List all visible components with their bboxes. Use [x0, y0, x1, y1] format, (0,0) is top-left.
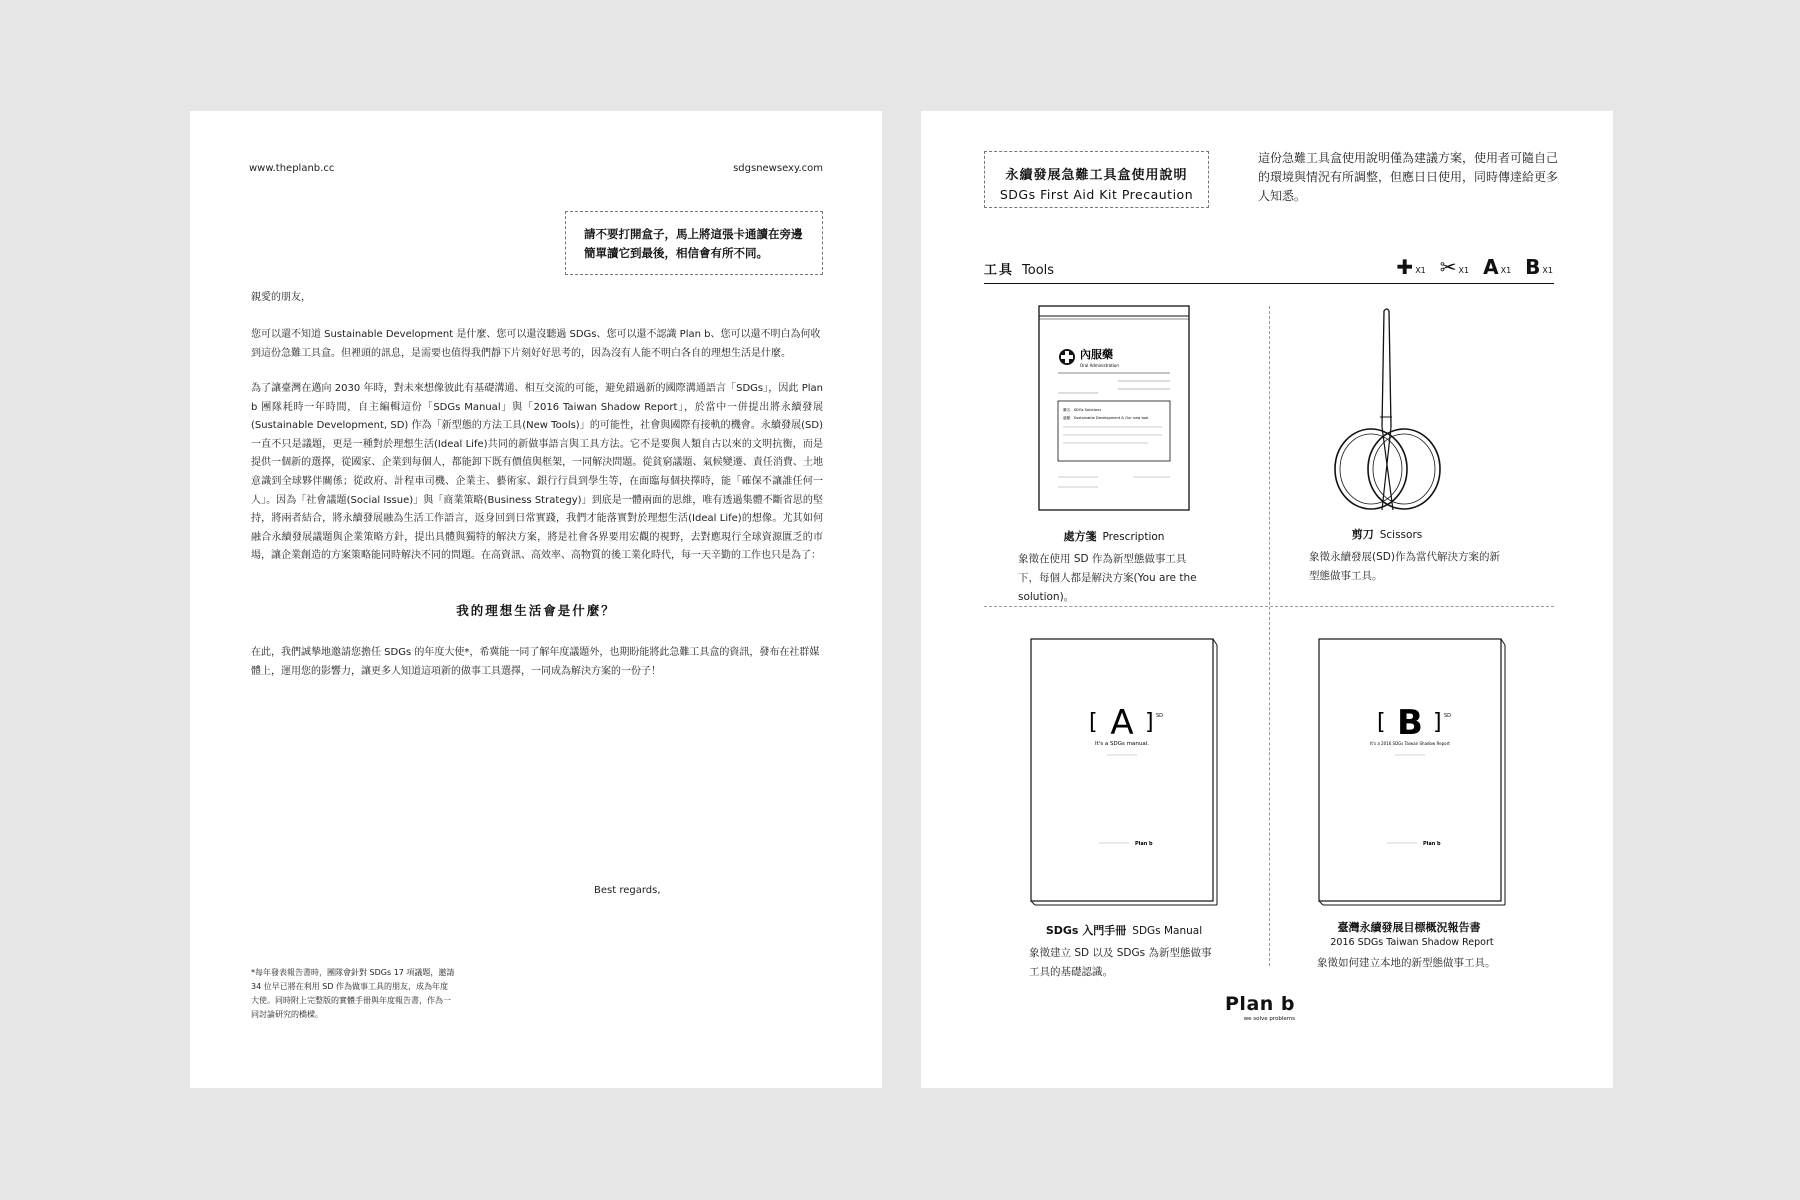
prescription-bag-illustration	[1038, 305, 1190, 511]
svg-text:Plan b: Plan b	[1135, 841, 1153, 847]
subheading: 我的理想生活會是什麼？	[456, 603, 616, 618]
scissors-label-en: Scissors	[1379, 529, 1423, 541]
paragraph-3: 在此，我們誠摯地邀請您擔任 SDGs 的年度大使*，希冀能一同了解年度議題外，也期盼能將此急難工具盒的資訊，發布在社群媒體上，運用您的影響力，讓更多人知道這項新的做事工具選擇，一同成為解決方案的一份子！	[251, 647, 820, 677]
tool-count: X1	[1500, 266, 1512, 275]
closing-regards: Best regards,	[594, 885, 661, 896]
book-superscript: SD	[1444, 713, 1452, 719]
notice-box	[565, 211, 823, 275]
tool-count: X1	[1542, 266, 1553, 275]
scissors-icon	[1322, 307, 1452, 511]
manual-description: 象徵建立 SD 以及 SDGs 為新型態做事工具的基礎認識。	[1029, 947, 1212, 978]
tools-heading-en: Tools	[1022, 263, 1055, 278]
manual-label-en: SDGs Manual	[1132, 925, 1203, 937]
manual-caption	[1029, 919, 1219, 938]
book-subtitle: It's a 2016 SDGs Taiwan Shadow Report	[1370, 741, 1450, 746]
report-book-illustration	[1317, 637, 1507, 907]
footnote: *每年發表報告書時，團隊會針對 SDGs 17 項議題，邀請 34 位早已將在利用 SD 作為做事工具的朋友，成為年度大使。同時附上完整版的實體手冊與年度報告書，作為一同討論研究的橋樑。	[251, 968, 455, 1019]
box-line-2: 適應：Sustainable Development & Our new tool	[1063, 416, 1149, 420]
prescription-item	[1018, 305, 1288, 607]
tool-count: X1	[1458, 266, 1470, 275]
title-english: SDGs First Aid Kit Precaution	[999, 187, 1194, 202]
tool-count: X1	[1415, 266, 1426, 275]
logo-tagline: we solve problems	[1243, 1016, 1296, 1022]
tool-icon-b	[1525, 256, 1553, 278]
scissors-caption	[1322, 523, 1452, 542]
bag-subtitle: Oral Administration	[1080, 363, 1119, 368]
book-letter: B	[1397, 703, 1423, 743]
report-label-en: 2016 SDGs Taiwan Shadow Report	[1330, 937, 1494, 948]
box-line-1: 藥名：SDGs Solutions	[1063, 408, 1102, 412]
book-letter: A	[1110, 703, 1134, 743]
report-caption	[1317, 919, 1507, 948]
scissors-item	[1309, 307, 1572, 586]
tools-divider	[984, 283, 1554, 284]
letter-b-icon: B	[1525, 255, 1541, 279]
svg-text:Plan b: Plan b	[1423, 841, 1441, 847]
logo-name: Plan b	[1225, 993, 1296, 1015]
tools-heading	[984, 259, 1054, 278]
prescription-label-zh: 處方箋	[1063, 530, 1097, 543]
scissors-description: 象徵永續發展(SD)作為當代解決方案的新型態做事工具。	[1309, 551, 1500, 582]
manual-book-illustration	[1029, 637, 1219, 907]
book-superscript: SD	[1156, 713, 1164, 719]
greeting: 親愛的朋友，	[251, 292, 311, 303]
manual-label-zh: SDGs 入門手冊	[1045, 924, 1127, 937]
instructions-page	[921, 111, 1613, 1088]
bag-title: 內服藥	[1080, 348, 1113, 361]
tools-heading-zh: 工具	[984, 263, 1015, 278]
tool-icon-a	[1483, 256, 1511, 278]
notice-line-2: 簡單讀它到最後，相信會有所不同。	[584, 246, 768, 260]
website-url-left: www.theplanb.cc	[249, 163, 335, 174]
report-item	[1317, 637, 1567, 973]
tool-icon-scissors	[1440, 256, 1469, 278]
prescription-label-en: Prescription	[1102, 531, 1165, 543]
plan-b-logo	[1225, 993, 1295, 1022]
letter-a-icon: A	[1483, 255, 1499, 279]
svg-text:[: [	[1089, 710, 1098, 735]
tool-icon-cross	[1396, 256, 1425, 278]
first-aid-cross-icon: ✚	[1396, 255, 1414, 279]
manual-item	[1029, 637, 1279, 982]
report-description: 象徵如何建立本地的新型態做事工具。	[1317, 957, 1496, 969]
svg-text:[: [	[1377, 710, 1386, 735]
notice-line-1: 請不要打開盒子，馬上將這張卡通讀在旁邊	[584, 227, 803, 241]
tool-icon-row	[1396, 256, 1553, 278]
title-box	[984, 151, 1209, 208]
book-subtitle: It's a SDGs manual.	[1095, 741, 1149, 747]
prescription-description: 象徵在使用 SD 作為新型態做事工具下，每個人都是解決方案(You are the solution)。	[1018, 553, 1197, 603]
scissors-label-zh: 剪刀	[1351, 528, 1374, 541]
title-chinese: 永續發展急難工具盒使用說明	[1005, 168, 1188, 183]
letter-page	[190, 111, 882, 1088]
prescription-caption	[1038, 525, 1190, 544]
intro-text: 這份急難工具盒使用說明僅為建議方案，使用者可隨自己的環境與情況有所調整，但應日日使用，同時傳達給更多人知悉。	[1258, 151, 1559, 203]
website-url-right: sdgsnewsexy.com	[733, 163, 823, 174]
report-label-zh: 臺灣永續發展目標概況報告書	[1337, 921, 1481, 934]
svg-text:]: ]	[1433, 710, 1442, 735]
paragraph-2: 為了讓臺灣在邁向 2030 年時，對未來想像彼此有基礎溝通、相互交流的可能，避免錯過新的國際溝通語言「SDGs」，因此 Plan b 團隊耗時一年時間，自主編輯這份「SDGs Manual」與「2016 Taiwan Shadow Report」，於當中一併提出將永續發展(Sustainable Development, SD) 作為「新型態的方法工具(New Tools)」的可能性，社會與國際有接軌的機會。永續發展(SD)一直不只是議題，更是一種對於理想生活(Ideal Life)共同的新做事語言與工具方法。它不是要與人類自古以來的文明抗衡，而是提供一個新的選擇，從國家、企業到每個人，都能卸下既有價值與框架，一同解決問題。從貧窮議題、氣候變遷、責任消費、土地意識到全球夥伴關係；從政府、計程車司機、企業主、藝術家、銀行行員到學生等，在面臨每個抉擇時，能「確保不讓誰任何一人」。因為「社會議題(Social Issue)」與「商業策略(Business Strategy)」到底是一體兩面的思維，唯有透過集體不斷省思的堅持，將兩者結合，將永續發展融為生活工作語言，返身回到日常實踐，我們才能落實對於理想生活(Ideal Life)的想像。尤其如何融合永續發展議題與企業策略方針，提出具體與獨特的解決方案，將是社會各界要用宏觀的視野，去對應現行全球資源匱乏的市場，讓企業創造的方案策略能同時解決不同的問題。在高資訊、高效率、高物質的後工業化時代，每一天辛勤的工作也只是為了：	[251, 383, 823, 562]
scissors-icon: ✂	[1439, 255, 1457, 279]
svg-text:]: ]	[1145, 710, 1154, 735]
paragraph-1: 您可以還不知道 Sustainable Development 是什麼、您可以還沒聽過 SDGs、您可以還不認識 Plan b、您可以還不明白為何收到這份急難工具盒。但裡頭的訊息，是需要也值得我們靜下片刻好好思考的，因為沒有人能不明白各自的理想生活是什麼。	[251, 329, 821, 359]
